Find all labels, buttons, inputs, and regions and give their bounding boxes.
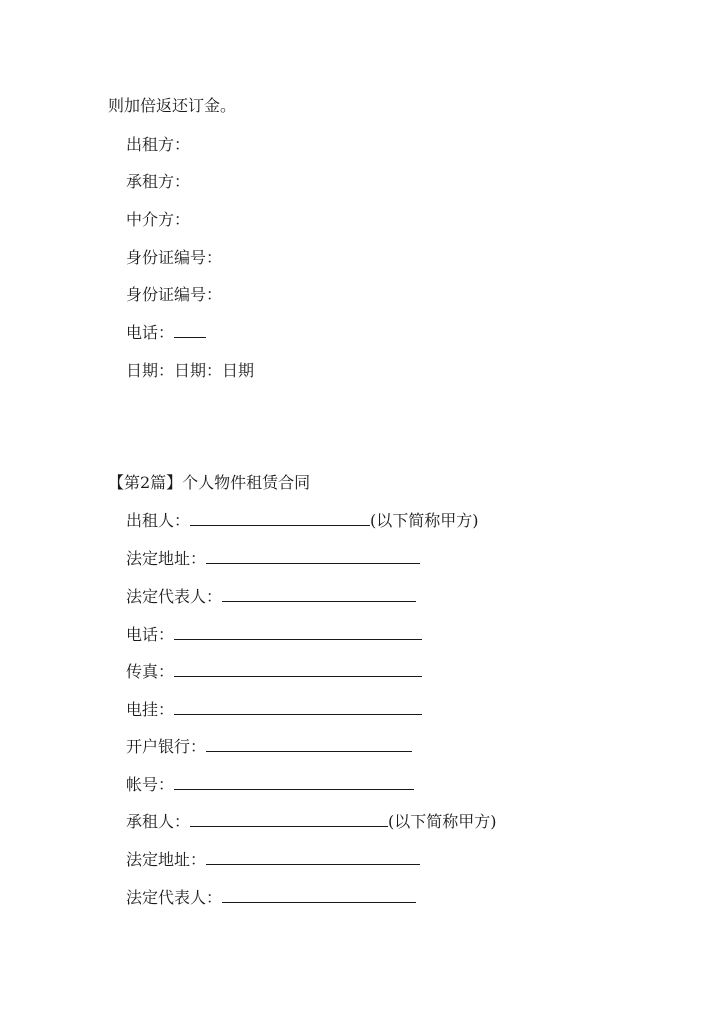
id-number-line-1: 身份证编号： <box>126 248 223 267</box>
lessee-signature-line: 承租方： <box>126 172 191 191</box>
account-field: 帐号： <box>126 775 414 795</box>
lessor-field: 出租人： (以下简称甲方) <box>126 511 479 530</box>
legal-address-blank-2 <box>206 850 420 865</box>
phone-field: 电话： <box>126 625 422 645</box>
lessor-signature-line: 出租方： <box>126 135 191 154</box>
telegraph-blank <box>174 700 422 715</box>
legal-address-field-1: 法定地址： <box>126 549 420 569</box>
legal-address-blank-1 <box>206 549 420 564</box>
bank-field: 开户银行： <box>126 737 412 757</box>
contract-heading: 【第2篇】个人物件租赁合同 <box>108 473 311 492</box>
legal-rep-field-1: 法定代表人： <box>126 587 416 607</box>
id-number-line-2: 身份证编号： <box>126 285 223 304</box>
phone-field-blank <box>174 625 422 640</box>
account-blank <box>174 775 414 790</box>
lessee-blank <box>190 812 388 827</box>
lessor-blank <box>190 511 370 526</box>
lessee-field: 承租人： (以下简称甲方) <box>126 812 497 831</box>
fax-blank <box>174 662 422 677</box>
telegraph-field: 电挂： <box>126 700 422 720</box>
legal-rep-blank-1 <box>222 587 416 602</box>
date-line: 日期：日期：日期 <box>126 361 255 380</box>
bank-blank <box>206 737 412 752</box>
phone-line: 电话： <box>126 323 206 343</box>
agent-signature-line: 中介方： <box>126 210 191 229</box>
paragraph-ending: 则加倍返还订金。 <box>108 96 237 115</box>
legal-address-field-2: 法定地址： <box>126 850 420 870</box>
phone-blank <box>174 323 206 338</box>
legal-rep-field-2: 法定代表人： <box>126 888 416 908</box>
fax-field: 传真： <box>126 662 422 682</box>
legal-rep-blank-2 <box>222 888 416 903</box>
